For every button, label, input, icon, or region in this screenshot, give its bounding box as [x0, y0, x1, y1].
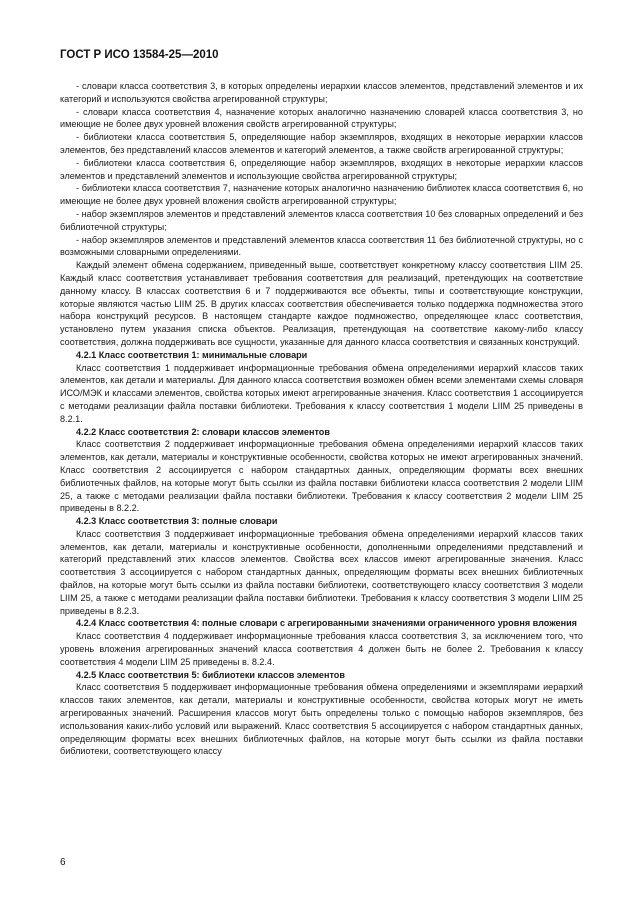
paragraph: - словари класса соответствия 3, в которых определены иерархии классов элементов, представлений элементов и их категорий и используются свойства агрегированной структуры;: [60, 81, 583, 104]
page-number: 6: [60, 857, 66, 868]
paragraph: Класс соответствия 4 поддерживает информационные требования класса соответствия 3, за исключением того, что уровень вложения агрегированных значений класса соответствия 4 должен быть не более 2. Требования к классу соответствия 4 модели LIIM 25 приведены в. 8.2.4.: [60, 631, 583, 667]
section-heading: 4.2.5 Класс соответствия 5: библиотеки классов элементов: [76, 669, 345, 680]
paragraph: Класс соответствия 5 поддерживает информационные требования обмена определениями и экземплярами иерархий классов таких элементов, как детали, материалы и конструктивные особенности, свойства которых могут не иметь агрегированных значений. Расширения классов могут быть определены только с помощью наборов экземпляров, без использования каких-либо условий или выражений. Класс соответствия 5 ассоциируется с набором стандартных данных, определяющим форматы всех внешних библиотечных файлов, на которые могут быть ссылки из файла поставки библиотеки, соответствующего классу: [60, 682, 583, 757]
paragraph: - словари класса соответствия 4, назначение которых аналогично назначению словарей класса соответствия 3, но имеющие не более двух уровней вложения свойств агрегированной структуры;: [60, 106, 583, 130]
paragraph: - библиотеки класса соответствия 6, определяющие набор экземпляров, входящих в некоторые иерархии классов элементов и представлений элементов и использующие свойства агрегированной структуры;: [60, 157, 583, 181]
paragraph: - набор экземпляров элементов и представлений элементов класса соответствия 11 без библиотечной структуры, но с возможными словарными определениями.: [60, 234, 583, 258]
section-heading: 4.2.4 Класс соответствия 4: полные словари с агрегированными значениями ограниченного уровня вложения: [76, 618, 577, 629]
paragraph: - библиотеки класса соответствия 7, назначение которых аналогично назначению библиотек класса соответствия 6, но имеющие не более двух уровней вложения свойств агрегированной структуры;: [60, 183, 583, 207]
section-heading: 4.2.2 Класс соответствия 2: словари классов элементов: [76, 426, 330, 437]
paragraph: Класс соответствия 1 поддерживает информационные требования обмена определениями иерархий классов таких элементов, как детали и материалы. Для данного класса соответствия возможен обмен всеми элементами схемы словаря ИСО/МЭК и классами элементов, свойства которых имеют агрегированные значения. Класс соответствия 1 ассоциируется с методами реализации файла поставки библиотеки. Требования к классу соответствия 1 модели LIIM 25 приведены в 8.2.1.: [60, 362, 583, 424]
document-header: ГОСТ Р ИСО 13584-25—2010: [60, 49, 219, 61]
paragraph: - библиотеки класса соответствия 5, определяющие набор экземпляров, входящих в некоторые иерархии классов элементов, без представлений классов элементов и категорий элементов, а также свойств агрегированной структуры;: [60, 132, 583, 155]
paragraph: Класс соответствия 2 поддерживает информационные требования обмена определениями иерархий классов таких элементов, как детали, материалы и конструктивные особенности, свойства которых не имеют агрегированных значений. Класс соответствия 2 ассоциируется с набором стандартных данных, определяющим форматы всех внешних библиотечных файлов, на которые могут быть ссылки из файла поставки библиотеки класса соответствия 2 модели LIIM 25, а также с методами реализации файла поставки библиотеки. Требования к классу соответствия 2 модели LIIM 25 приведены в 8.2.2.: [60, 439, 583, 514]
section-heading: 4.2.1 Класс соответствия 1: минимальные словари: [76, 349, 308, 360]
section-heading: 4.2.3 Класс соответствия 3: полные словари: [76, 516, 278, 527]
paragraph: Класс соответствия 3 поддерживает информационные требования обмена определениями иерархий классов таких элементов, как детали, материалы и конструктивные особенности, дополненными определениями представлений и категорий представлений этих классов элементов. Свойства всех классов имеют агрегированные значения. Класс соответствия 3 ассоциируется с набором стандартных данных, определяющим форматы всех внешних библиотечных файлов, на которые могут быть ссылки из файла поставки библиотеки, соответствующего классу соответствия 3 модели LIIM 25, а также с методами реализации файла поставки библиотеки. Требования к классу соответствия 3 модели LIIM 25 приведены в 8.2.3.: [60, 528, 583, 616]
paragraph: Каждый элемент обмена содержанием, приведенный выше, соответствует конкретному классу соответствия LIIM 25. Каждый класс соответствия устанавливает требования соответствия для реализаций, претендующих на соответствие данному классу. В классах соответствия 6 и 7 поддерживаются все объекты, типы и соответствующие конструкции, которые являются частью LIIM 25. В других классах соответствия обеспечивается только поддержка подмножества этого набора конструкций ресурсов. В настоящем стандарте каждое подмножество, определяющее класс соответствия, установлено путем указания списка объектов. Реализация, претендующая на соответствие какому-либо классу соответствия, должна поддерживать все сущности, указанные для данного класса соответствия и связанных конструкций.: [60, 260, 583, 347]
paragraph: - набор экземпляров элементов и представлений элементов класса соответствия 10 без словарных определений и без библиотечной структуры;: [60, 208, 583, 232]
document-body: [60, 80, 583, 758]
